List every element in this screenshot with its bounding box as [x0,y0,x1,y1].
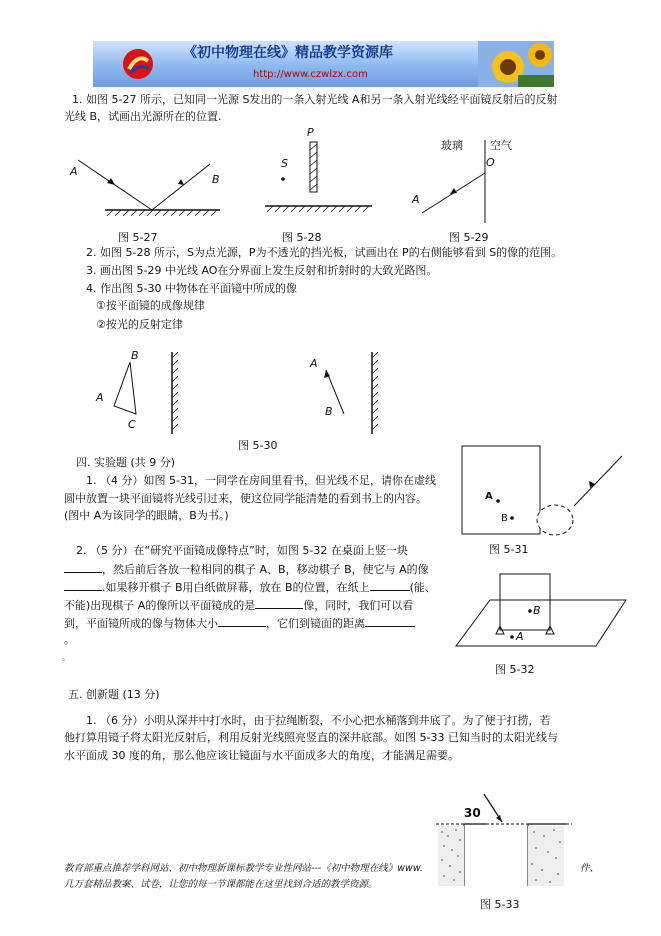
fig30-label-a: A [96,391,104,404]
sec4-q2-line2-text: ，然后前后各放一粒相同的棋子 A、B，移动棋子 B，使它与 A的像 [102,563,429,576]
sec5-line2: 他打算用镜子将太阳光反射后，利用反射光线照亮竖直的深井底部。如图 5-33 已知当时的太阳光线与 [64,731,558,744]
figure-5-27 [60,150,250,230]
sec4-q2-line4 [64,597,413,614]
q4-option-2: ②按光的反射定律 [96,318,183,331]
fig30-label-c: C [128,418,136,431]
fig27-label-a: A [70,165,78,178]
sec5-line3: 水平面成 30 度的角，那么他应该让镜面与水平面成多大的角度，才能满足需要。 [64,749,459,762]
fig30-label-a2: A [310,357,318,370]
fig30-caption: 图 5-30 [238,439,278,452]
sec4-q2-line4-text: 不能)出现棋子 A的像所以平面镜成的是 [64,599,256,612]
blank-5[interactable] [218,615,266,627]
fig27-caption: 图 5-27 [118,231,158,244]
blank-2[interactable] [64,579,102,591]
blank-3[interactable] [370,579,410,591]
banner-url: http://www.czwlzx.com [253,69,368,80]
footer-line2: 几万套精品教案、试卷，让您的每一节课都能在这里找到合适的教学资源。 [64,879,378,890]
sec4-q2-line6: 。 [64,633,75,646]
sec4-q2-line3 [64,579,436,596]
sec4-q1-line2: 圆中放置一块平面镜将光线引过来，使这位同学能清楚的看到书上的内容。 [64,492,427,505]
fig29-caption: 图 5-29 [449,231,489,244]
stray-dot: 。 [62,653,70,662]
blank-6[interactable] [365,615,415,627]
q4-title: 4. 作出图 5-30 中物体在平面镜中所成的像 [86,282,297,295]
q1-line2: 光线 B，试画出光源所在的位置. [64,110,222,123]
fig28-caption: 图 5-28 [282,231,322,244]
figure-5-28 [262,140,382,220]
fig28-label-p: P [307,126,314,139]
figure-5-30 [100,348,400,438]
fig27-label-b: B [212,173,220,186]
fig28-label-s: S [281,157,288,170]
footer-line1-tail: 件、 [580,863,600,874]
sec4-q2-line3-tail: (能、 [409,581,436,594]
fig33-caption: 图 5-33 [480,898,520,911]
sec5-line1: 1. （6 分）小明从深井中打水时，由于拉绳断裂，不小心把水桶落到井底了。为了便于打捞，若 [86,714,551,727]
sec4-q2-line4-tail: 像，同时，我们可以看 [303,599,414,612]
sunflower-icon [478,41,554,87]
sec5-title: 五. 创新题 (13 分) [68,688,160,701]
sec4-title: 四. 实验题 (共 9 分) [76,456,176,469]
fig32-caption: 图 5-32 [495,663,535,676]
sec4-q2-line5-mid: ，它们到镜面的距离 [266,617,365,630]
fig29-glass-label: 玻璃 [441,139,463,152]
figure-5-32 [452,574,632,654]
fig29-label-a: A [412,193,420,206]
header-banner [93,41,554,87]
sec4-q2-line5 [64,615,415,632]
sec4-q2-line1: 2. （5 分）在“研究平面镜成像特点”时，如图 5-32 在桌面上竖一块 [76,544,408,557]
fig31-label-b: B [501,513,508,524]
fig31-caption: 图 5-31 [489,543,529,556]
sec4-q1-line1: 1. （4 分）如图 5-31，一同学在房间里看书，但光线不足，请你在虚线 [86,474,436,487]
fig32-label-b: B [533,604,541,617]
q1-line1: 1. 如图 5-27 所示，已知同一光源 S发出的一条入射光线 A和另一条入射光线经平面镜反射后的反射 [72,93,558,106]
blank-1[interactable] [64,561,102,573]
blank-4[interactable] [255,597,303,609]
fig30-label-b2: B [325,405,333,418]
fig30-label-b: B [131,349,139,362]
sec4-q2-line2 [64,561,429,578]
q3-text: 3. 画出图 5-29 中光线 AO在分界面上发生反射和折射时的大致光路图。 [86,264,438,277]
q2-text: 2. 如图 5-28 所示，S为点光源，P为不透光的挡光板，试画出在 P的右侧能够看到 S的像的范围。 [86,246,563,259]
footer-line1: 教育部重点推荐学科网站、初中物理新课标教学专业性网站---《初中物理在线》www. [64,863,424,874]
q4-option-1: ①按平面镜的成像规律 [96,299,205,312]
fig33-angle-label: 30 [464,806,481,820]
sec4-q2-line5-text: 到，平面镜所成的像与物体大小 [64,617,218,630]
sec4-q2-line3-text: .如果移开棋子 B用白纸做屏幕，放在 B的位置，在纸上 [102,581,370,594]
figure-5-33 [436,788,576,888]
fig29-air-label: 空气 [490,139,512,152]
banner-title: 《初中物理在线》精品教学资源库 [183,45,393,61]
fig32-label-a: A [516,630,524,643]
fig31-label-a: A [485,491,493,502]
logo-icon [121,47,155,81]
sec4-q1-line3: (图中 A为该同学的眼睛，B为书。) [64,509,229,522]
fig29-label-o: O [486,156,495,169]
